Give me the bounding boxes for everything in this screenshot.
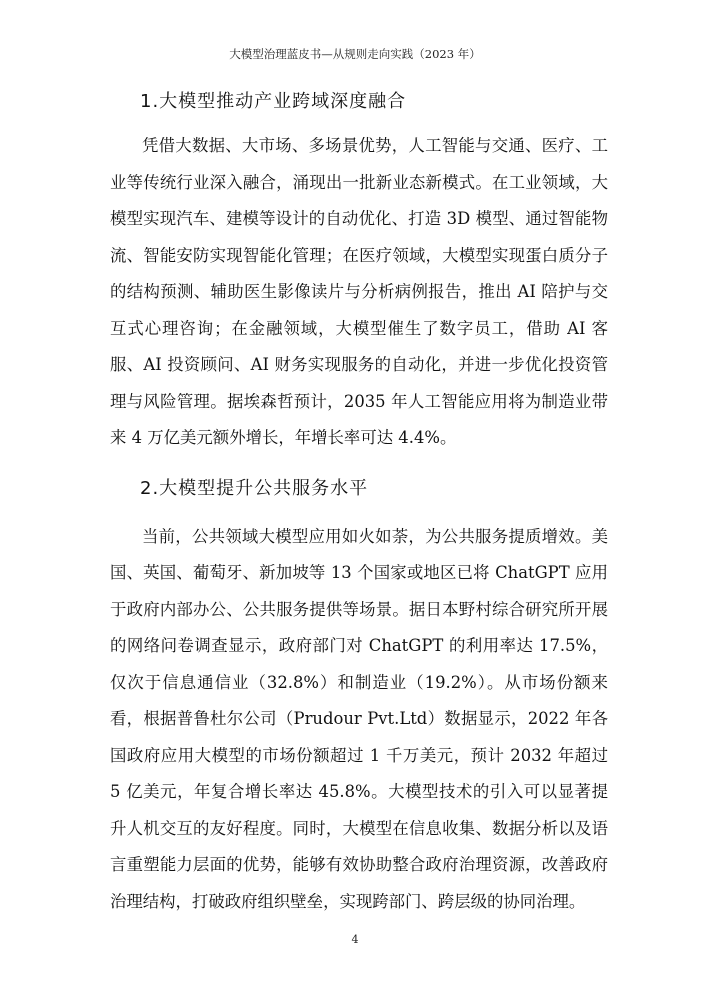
section-heading-industry: 1.大模型推动产业跨域深度融合: [140, 91, 407, 112]
paragraph-industry: 凭借大数据、大市场、多场景优势，人工智能与交通、医疗、工业等传统行业深入融合，涌现出一批新业态新模式。在工业领域，大模型实现汽车、建模等设计的自动优化、打造 3D 模型、通过智能物流、智能安防实现智能化管理；在医疗领域，大模型实现蛋白质分子的结构预测、辅助医生影像读片与分析病例报告，推出 AI 陪护与交互式心理咨询；在金融领域，大模型催生了数字员工，借助 AI 客服、AI 投资顾问、AI 财务实现服务的自动化，并进一步优化投资管理与风险管理。据埃森哲预计，2035 年人工智能应用将为制造业带来 4 万亿美元额外增长，年增长率可达 4.4%。: [110, 136, 608, 447]
running-header: 大模型治理蓝皮书—从规则走向实践（2023 年）: [229, 47, 481, 61]
page-number: 4: [351, 933, 359, 946]
paragraph-public-service: 当前，公共领域大模型应用如火如荼，为公共服务提质增效。美国、英国、葡萄牙、新加坡等 13 个国家或地区已将 ChatGPT 应用于政府内部办公、公共服务提供等场景。据日本野村综合研究所开展的网络问卷调查显示，政府部门对 ChatGPT 的利用率达 17.5%，仅次于信息通信业（32.8%）和制造业（19.2%）。从市场份额来看，根据普鲁杜尔公司（Prudour Pvt.Ltd）数据显示，2022 年各国政府应用大模型的市场份额超过 1 千万美元，预计 2032 年超过 5 亿美元，年复合增长率达 45.8%。大模型技术的引入可以显著提升人机交互的友好程度。同时，大模型在信息收集、数据分析以及语言重塑能力层面的优势，能够有效协助整合政府治理资源，改善政府治理结构，打破政府组织壁垒，实现跨部门、跨层级的协同治理。: [110, 526, 608, 911]
page-body: [110, 82, 608, 920]
section-heading-public-service: 2.大模型提升公共服务水平: [140, 477, 369, 499]
